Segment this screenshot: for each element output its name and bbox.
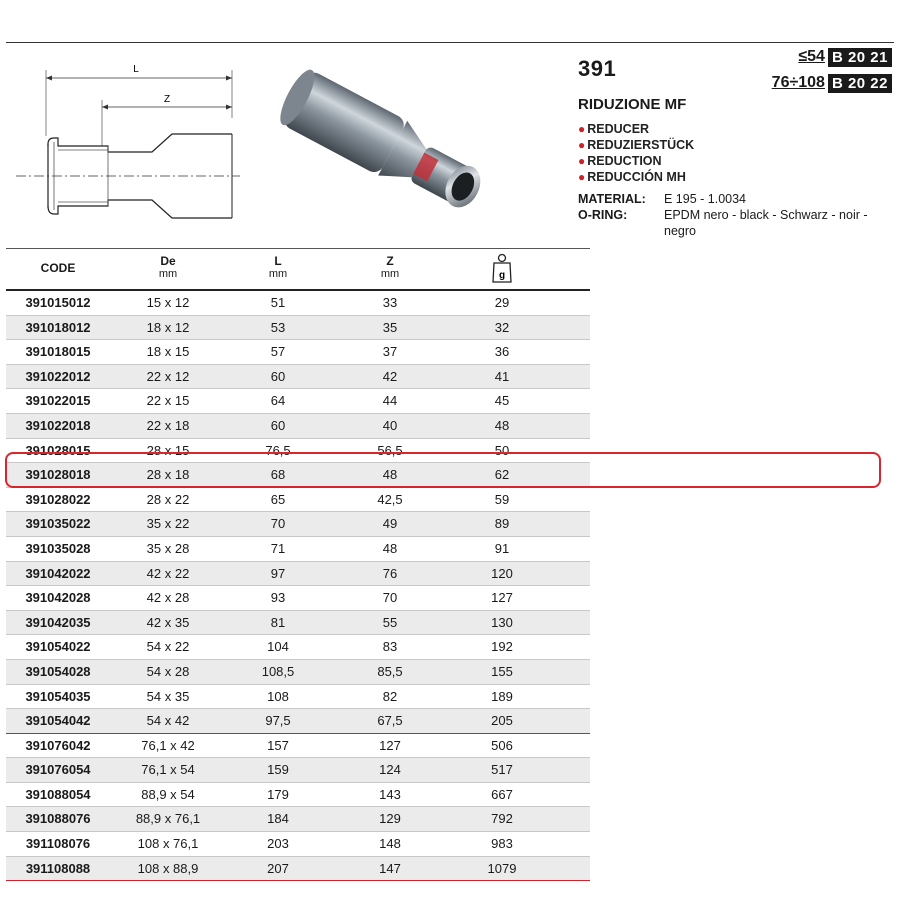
cell-z: 148 [379, 836, 401, 852]
weight-icon [491, 252, 513, 284]
bullet-icon: ● [578, 154, 586, 168]
cell-weight: 29 [494, 295, 510, 310]
cell-weight: 506 [491, 737, 513, 753]
name-item [578, 121, 694, 137]
cell-code: 391076042 [25, 737, 91, 753]
cell-l: 207 [267, 860, 289, 876]
cell-weight: 32 [494, 319, 510, 335]
cell-weight: 667 [491, 786, 513, 802]
table-row [6, 562, 590, 587]
name-item [578, 169, 694, 185]
cell-de: 54 x 22 [146, 639, 190, 655]
header-code: CODE [40, 261, 76, 275]
cell-l: 51 [270, 295, 286, 310]
cell-weight: 1079 [487, 860, 517, 876]
cell-de: 88,9 x 54 [141, 786, 195, 802]
table-row [6, 857, 590, 882]
cell-weight: 91 [494, 540, 510, 556]
cell-de: 18 x 15 [146, 344, 190, 360]
cell-z: 56,5 [377, 442, 403, 458]
cell-z: 82 [382, 688, 398, 704]
cell-weight: 983 [491, 836, 513, 852]
cell-code: 391054022 [25, 639, 91, 655]
cell-z: 143 [379, 786, 401, 802]
cell-weight: 89 [494, 516, 510, 532]
cell-l: 97,5 [265, 713, 291, 729]
cell-de: 18 x 12 [146, 319, 190, 335]
material-label: MATERIAL: [578, 192, 646, 206]
cell-l: 179 [267, 786, 289, 802]
cell-de: 22 x 15 [146, 393, 190, 409]
cell-code: 391076054 [25, 762, 91, 778]
table-row [6, 586, 590, 611]
code-range: ≤54 [798, 48, 825, 65]
header-z-unit: mm [380, 268, 400, 280]
cell-l: 108,5 [261, 663, 295, 679]
cell-weight: 130 [491, 614, 513, 630]
cell-l: 159 [267, 762, 289, 778]
table-row [6, 512, 590, 537]
table-row [6, 537, 590, 562]
cell-l: 65 [270, 491, 286, 507]
cell-code: 391035022 [25, 516, 91, 532]
name-item [578, 153, 694, 169]
header-de [112, 255, 224, 281]
cell-weight: 192 [491, 639, 513, 655]
table-row [6, 685, 590, 710]
cell-l: 53 [270, 319, 286, 335]
cell-de: 28 x 15 [146, 442, 190, 458]
cell-code: 391108076 [25, 836, 91, 852]
product-code: 391 [578, 56, 617, 81]
bullet-icon: ● [578, 170, 586, 184]
cell-de: 22 x 18 [146, 417, 190, 433]
cell-weight: 45 [494, 393, 510, 409]
cell-weight: 205 [491, 713, 513, 729]
cell-de: 42 x 28 [146, 590, 190, 606]
name-de: REDUZIERSTÜCK [587, 138, 695, 152]
header-de-unit: mm [158, 268, 178, 280]
table-row [6, 611, 590, 636]
cell-de: 35 x 28 [146, 540, 190, 556]
header-z-label: Z [386, 254, 394, 268]
header-l-label: L [274, 254, 282, 268]
cell-code: 391015012 [25, 295, 91, 310]
cell-weight: 155 [491, 663, 513, 679]
cell-code: 391018012 [25, 319, 91, 335]
cell-weight: 120 [491, 565, 513, 581]
cell-z: 124 [379, 762, 401, 778]
cell-weight: 48 [494, 417, 510, 433]
cell-z: 48 [382, 540, 398, 556]
cell-l: 70 [270, 516, 286, 532]
code-row [742, 46, 892, 68]
table-row [6, 734, 590, 759]
name-en: REDUCER [587, 122, 650, 136]
code-badge: B 20 21 [828, 48, 892, 67]
cell-l: 60 [270, 417, 286, 433]
technical-drawing [12, 58, 242, 233]
code-range: 76÷108 [771, 74, 825, 91]
table-header [6, 248, 590, 291]
cell-l: 97 [270, 565, 286, 581]
name-fr: REDUCTION [587, 154, 662, 168]
cell-de: 108 x 76,1 [137, 836, 199, 852]
cell-code: 391054028 [25, 663, 91, 679]
table-row [6, 807, 590, 832]
cell-l: 71 [270, 540, 286, 556]
cell-weight: 41 [494, 368, 510, 384]
product-photo [272, 62, 502, 232]
code-badge: B 20 22 [828, 74, 892, 93]
cell-code: 391028015 [25, 442, 91, 458]
cell-l: 184 [267, 811, 289, 827]
cell-weight: 189 [491, 688, 513, 704]
cell-l: 93 [270, 590, 286, 606]
cell-de: 54 x 28 [146, 663, 190, 679]
cell-z: 129 [379, 811, 401, 827]
cell-de: 76,1 x 42 [141, 737, 195, 753]
header-l [224, 255, 332, 281]
cell-code: 391022018 [25, 417, 91, 433]
cell-z: 127 [379, 737, 401, 753]
table-row [6, 660, 590, 685]
cell-weight: 62 [494, 467, 510, 483]
cell-z: 83 [382, 639, 398, 655]
cell-code: 391054035 [25, 688, 91, 704]
table-row [6, 635, 590, 660]
cell-l: 81 [270, 614, 286, 630]
cell-code: 391042035 [25, 614, 91, 630]
table-row [6, 291, 590, 316]
name-item [578, 137, 694, 153]
cell-z: 67,5 [377, 713, 403, 729]
top-rule [6, 42, 894, 43]
cell-weight: 36 [494, 344, 510, 360]
oring-label: O-RING: [578, 208, 628, 222]
table-row [6, 365, 590, 390]
table-row [6, 783, 590, 808]
cell-l: 203 [267, 836, 289, 852]
cell-z: 147 [379, 860, 401, 876]
cell-l: 104 [267, 639, 289, 655]
cell-z: 76 [382, 565, 398, 581]
cell-z: 70 [382, 590, 398, 606]
dim-z-label: Z [163, 94, 171, 105]
dim-l-label: L [133, 64, 139, 75]
header-de-label: De [160, 254, 176, 268]
bullet-icon: ● [578, 122, 586, 136]
cell-weight: 59 [494, 491, 510, 507]
cell-z: 85,5 [377, 663, 403, 679]
cell-code: 391088054 [25, 786, 91, 802]
product-title: RIDUZIONE MF [578, 96, 687, 113]
header-l-unit: mm [268, 268, 288, 280]
cell-z: 55 [382, 614, 398, 630]
cell-de: 15 x 12 [146, 295, 190, 310]
cell-weight: 127 [491, 590, 513, 606]
table-row [6, 414, 590, 439]
size-codes [742, 46, 892, 98]
cell-code: 391028018 [25, 467, 91, 483]
cell-code: 391022012 [25, 368, 91, 384]
cell-code: 391042022 [25, 565, 91, 581]
cell-z: 42,5 [377, 491, 403, 507]
header-z [334, 255, 446, 281]
cell-de: 28 x 18 [146, 467, 190, 483]
cell-de: 42 x 35 [146, 614, 190, 630]
table-row [6, 389, 590, 414]
cell-z: 48 [382, 467, 398, 483]
cell-z: 49 [382, 516, 398, 532]
cell-code: 391035028 [25, 540, 91, 556]
table-row [6, 709, 590, 734]
table-row [6, 832, 590, 857]
cell-code: 391018015 [25, 344, 91, 360]
cell-l: 68 [270, 467, 286, 483]
cell-de: 54 x 35 [146, 688, 190, 704]
cell-de: 54 x 42 [146, 713, 190, 729]
cell-de: 22 x 12 [146, 368, 190, 384]
cell-l: 76,5 [265, 442, 291, 458]
highlight-box [5, 452, 881, 488]
bullet-icon: ● [578, 138, 586, 152]
cell-code: 391054042 [25, 713, 91, 729]
cell-z: 35 [382, 319, 398, 335]
table-row [6, 758, 590, 783]
name-es: REDUCCIÓN MH [587, 170, 686, 184]
cell-code: 391042028 [25, 590, 91, 606]
product-names [578, 121, 694, 185]
table-row [6, 316, 590, 341]
cell-code: 391022015 [25, 393, 91, 409]
cell-l: 64 [270, 393, 286, 409]
cell-z: 40 [382, 417, 398, 433]
cell-de: 35 x 22 [146, 516, 190, 532]
table-row [6, 340, 590, 365]
cell-code: 391088076 [25, 811, 91, 827]
cell-de: 76,1 x 54 [141, 762, 195, 778]
weight-unit: g [498, 270, 506, 281]
product-table [6, 248, 590, 881]
cell-de: 42 x 22 [146, 565, 190, 581]
cell-z: 33 [382, 295, 398, 310]
cell-l: 108 [267, 688, 289, 704]
cell-z: 37 [382, 344, 398, 360]
material-value: E 195 - 1.0034 [664, 192, 747, 206]
table-body [6, 291, 590, 881]
cell-de: 108 x 88,9 [137, 860, 199, 876]
cell-code: 391028022 [25, 491, 91, 507]
table-row [6, 488, 590, 513]
cell-weight: 792 [491, 811, 513, 827]
cell-de: 88,9 x 76,1 [135, 811, 201, 827]
cell-l: 157 [267, 737, 289, 753]
cell-de: 28 x 22 [146, 491, 190, 507]
cell-l: 60 [270, 368, 286, 384]
oring-value: EPDM nero - black - Schwarz - noir - negro [664, 208, 868, 238]
cell-z: 42 [382, 368, 398, 384]
cell-weight: 50 [494, 442, 510, 458]
cell-l: 57 [270, 344, 286, 360]
cell-code: 391108088 [25, 860, 91, 876]
code-row [742, 72, 892, 94]
cell-weight: 517 [491, 762, 513, 778]
header-weight [446, 252, 558, 287]
cell-z: 44 [382, 393, 398, 409]
